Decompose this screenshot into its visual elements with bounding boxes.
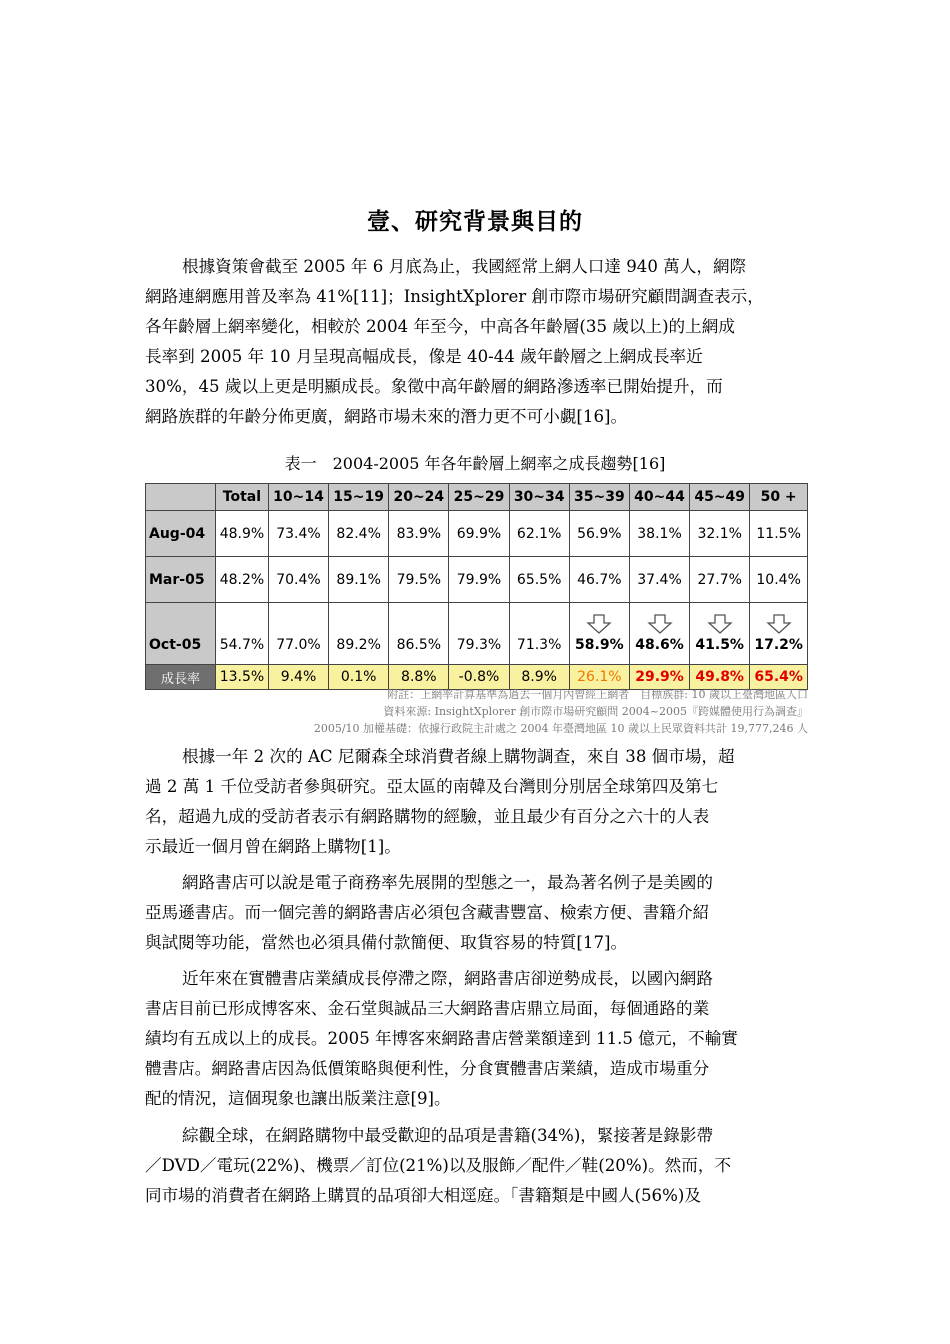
section-heading: 壹、研究背景與目的 [367,208,583,235]
table-cell: 89.1% [329,557,389,603]
text-line: 網路族群的年齡分佈更廣，網路市場未來的潛力更不可小覷[16]。 [145,407,628,426]
table-row [146,557,808,603]
paragraph-3 [145,868,811,958]
highlight-value: 48.6% [635,637,684,653]
text-line: 示最近一個月曾在網路上購物[1]。 [145,837,401,856]
table-cell: 38.1% [629,511,689,557]
column-header: 15~19 [329,484,389,511]
table-corner-cell [146,484,216,511]
growth-cell: 8.8% [389,665,449,690]
table-cell: 46.7% [569,557,629,603]
down-arrow-icon [707,614,733,634]
table-cell: 70.4% [268,557,328,603]
text-line: 30%，45 歲以上更是明顯成長。象徵中高年齡層的網路滲透率已開始提升，而 [145,377,723,396]
down-arrow-icon [647,614,673,634]
text-line: ／DVD／電玩(22%)、機票／訂位(21%)以及服飾／配件／鞋(20%)。然而，不 [145,1156,732,1175]
table-cell: 37.4% [629,557,689,603]
table-cell: 69.9% [449,511,509,557]
row-header: Oct-05 [146,603,216,665]
highlight-value: 41.5% [695,637,744,653]
table-header-row [146,484,808,511]
table-cell: 48.9% [215,511,268,557]
text-line: 網路連網應用普及率為 41%[11]；InsightXplorer 創市際市場研究顧問調查表示， [145,287,764,306]
text-line: 長率到 2005 年 10 月呈現高幅成長，像是 40-44 歲年齡層之上網成長率近 [145,347,703,366]
text-line: 各年齡層上網率變化，相較於 2004 年至今，中高各年齡層(35 歲以上)的上網成 [145,317,735,336]
growth-cell: 8.9% [509,665,569,690]
highlight-cell [690,603,750,665]
table-cell: 54.7% [215,603,268,665]
note-line: 資料來源: InsightXplorer 創市際市場研究顧問 2004~2005『跨媒體使用行為調查』 [383,705,808,718]
text-line: 配的情況，這個現象也讓出版業注意[9]。 [145,1089,451,1108]
growth-cell: 13.5% [215,665,268,690]
table-cell: 56.9% [569,511,629,557]
paragraph-5 [145,1121,811,1211]
column-header: 40~44 [629,484,689,511]
text-line: 近年來在實體書店業績成長停滯之際，網路書店卻逆勢成長，以國內網路 [182,969,713,988]
paragraph-4 [145,964,811,1114]
table-cell: 10.4% [750,557,808,603]
row-header: Aug-04 [146,511,216,557]
text-line: 根據一年 2 次的 AC 尼爾森全球消費者線上購物調查，來自 38 個市場，超 [182,747,735,766]
table-cell: 77.0% [268,603,328,665]
table-cell: 83.9% [389,511,449,557]
table-row [146,603,808,665]
highlight-cell [569,603,629,665]
paragraph-1 [145,252,811,432]
table-cell: 79.3% [449,603,509,665]
text-line: 綜觀全球，在網路購物中最受歡迎的品項是書籍(34%)，緊接著是錄影帶 [182,1126,714,1145]
column-header: 30~34 [509,484,569,511]
table-cell: 82.4% [329,511,389,557]
highlight-cell [629,603,689,665]
text-line: 名，超過九成的受訪者表示有網路購物的經驗，並且最少有百分之六十的人表 [145,807,710,826]
growth-cell: 0.1% [329,665,389,690]
table-cell: 89.2% [329,603,389,665]
note-line: 附註：上網率計算基準為過去一個月內曾經上網者 目標族群: 10 歲以上臺灣地區人口 [387,688,808,701]
growth-cell: 29.9% [629,665,689,690]
text-line: 績均有五成以上的成長。2005 年博客來網路書店營業額達到 11.5 億元，不輸實 [145,1029,738,1048]
highlight-value: 58.9% [575,637,624,653]
table-cell: 86.5% [389,603,449,665]
growth-cell: 26.1% [569,665,629,690]
text-line: 亞馬遜書店。而一個完善的網路書店必須包含藏書豐富、檢索方便、書籍介紹 [145,903,710,922]
column-header: 10~14 [268,484,328,511]
column-header: Total [215,484,268,511]
growth-cell: -0.8% [449,665,509,690]
table-cell: 27.7% [690,557,750,603]
table-cell: 79.5% [389,557,449,603]
row-header: Mar-05 [146,557,216,603]
table-cell: 11.5% [750,511,808,557]
table-caption: 表一 2004-2005 年各年齡層上網率之成長趨勢[16] [284,454,666,473]
table-cell: 71.3% [509,603,569,665]
table-notes [314,686,808,737]
growth-row-header: 成長率 [146,665,216,690]
column-header: 35~39 [569,484,629,511]
table-row [146,511,808,557]
text-line: 體書店。網路書店因為低價策略與便利性，分食實體書店業績，造成市場重分 [145,1059,710,1078]
text-line: 過 2 萬 1 千位受訪者參與研究。亞太區的南韓及台灣則分別居全球第四及第七 [145,777,719,796]
table-cell: 65.5% [509,557,569,603]
column-header: 20~24 [389,484,449,511]
text-line: 書店目前已形成博客來、金石堂與誠品三大網路書店鼎立局面，每個通路的業 [145,999,710,1018]
note-line: 2005/10 加權基礎：依據行政院主計處之 2004 年臺灣地區 10 歲以上民眾資料共計 19,777,246 人 [313,722,808,735]
column-header: 25~29 [449,484,509,511]
growth-cell: 49.8% [690,665,750,690]
down-arrow-icon [586,614,612,634]
text-line: 與試閱等功能，當然也必須具備付款簡便、取貨容易的特質[17]。 [145,933,628,952]
down-arrow-icon [766,614,792,634]
paragraph-2 [145,742,811,862]
growth-table [145,483,808,687]
highlight-value: 17.2% [754,637,803,653]
table-cell: 62.1% [509,511,569,557]
column-header: 45~49 [690,484,750,511]
growth-cell: 65.4% [750,665,808,690]
growth-cell: 9.4% [268,665,328,690]
table-cell: 79.9% [449,557,509,603]
column-header: 50 + [750,484,808,511]
text-line: 網路書店可以說是電子商務率先展開的型態之一，最為著名例子是美國的 [182,873,713,892]
table-cell: 73.4% [268,511,328,557]
table-cell: 32.1% [690,511,750,557]
text-line: 同市場的消費者在網路上購買的品項卻大相逕庭。「書籍類是中國人(56%)及 [145,1186,701,1205]
text-line: 根據資策會截至 2005 年 6 月底為止，我國經常上網人口達 940 萬人，網際 [182,257,747,276]
highlight-cell [750,603,808,665]
table-cell: 48.2% [215,557,268,603]
